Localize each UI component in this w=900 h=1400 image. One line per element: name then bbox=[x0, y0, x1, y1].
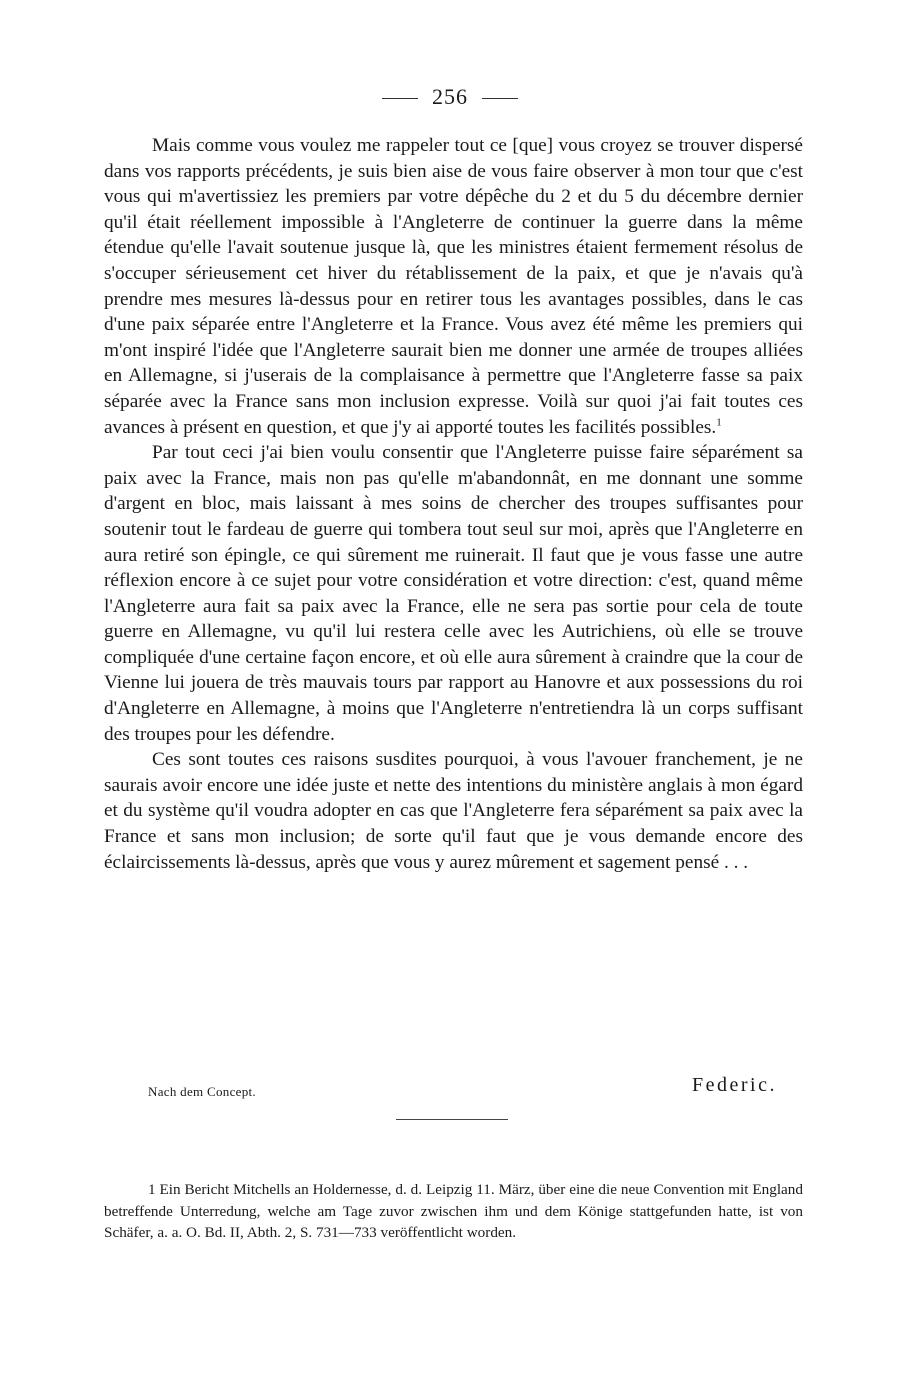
source-note: Nach dem Concept. bbox=[148, 1084, 256, 1099]
letter-closing bbox=[104, 1074, 803, 1104]
header-left-dash bbox=[382, 98, 418, 99]
footnote-paragraph bbox=[104, 1179, 803, 1244]
footnote-text: Ein Bericht Mitchells an Holdernesse, d. d. Leipzig 11. März, über eine die neue Convention mit England betreffende Unterredung, welche am Tage zuvor zwischen ihm und dem Könige stattgefunden hatte, ist von Schäfer, a. a. O. Bd. II, Abth. 2, S. 731—733 veröffentlicht worden. bbox=[104, 1181, 803, 1241]
paragraph-1-text: Mais comme vous voulez me rappeler tout ce [que] vous croyez se trouver dispersé dans vos rapports précédents, je suis bien aise de vous faire observer à mon tour que c'est vous qui m'avertissiez les premiers par votre dépêche du 2 et du 5 du décembre dernier qu'il était réellement impossible à l'Angleterre de continuer la guerre dans la même étendue qu'elle l'avait soutenue jusque là, que les ministres étaient fermement résolus de s'occuper sérieusement cet hiver du rétablissement de la paix, et que je n'avais qu'à prendre mes mesures là-dessus pour en retirer tous les avantages possibles, dans le cas d'une paix séparée entre l'Angleterre et la France. Vous avez été même les premiers qui m'ont inspiré l'idée que l'Angleterre saurait bien me donner une armée de troupes alliées en Allemagne, si j'userais de la complaisance à permettre que l'Angleterre fasse sa paix séparée avec la France sans mon inclusion expresse. Voilà sur quoi j'ai fait toutes ces avances à présent en question, et que j'y ai apporté toutes les facilités possibles. bbox=[104, 135, 803, 438]
page-number: 256 bbox=[432, 84, 468, 109]
footnote bbox=[104, 1179, 803, 1244]
paragraph-3: Ces sont toutes ces raisons susdites pourquoi, à vous l'avouer franchement, je ne saurais avoir encore une idée juste et nette des intentions du ministère anglais à mon égard et du système qu'il voudra adopter en cas que l'Angleterre fera séparément sa paix avec la France et sans mon inclusion; de sorte qu'il faut que je vous demande encore des éclaircissements là-dessus, après que vous y aurez mûrement et sagement pensé . . . bbox=[104, 749, 803, 873]
paragraph-1 bbox=[104, 133, 803, 440]
header-right-dash bbox=[482, 98, 518, 99]
letter-body bbox=[104, 133, 803, 875]
signature: Federic. bbox=[692, 1074, 777, 1096]
paragraph-2: Par tout ceci j'ai bien voulu consentir que l'Angleterre puisse faire séparément sa paix avec la France, mais non pas qu'elle m'abandonnât, en me donnant une somme d'argent en bloc, mais laissant à mes soins de chercher des troupes suffisantes pour soutenir tout le fardeau de guerre qui tombera tout seul sur moi, après que l'Angleterre en aura retiré son épingle, ce qui sûrement me ruinerait. Il faut que je vous fasse une autre réflexion encore à ce sujet pour votre considération et votre direction: c'est, quand même l'Angleterre aura fait sa paix avec la France, elle ne sera pas sortie pour cela de toute guerre en Allemagne, vu qu'il lui restera celle avec les Autrichiens, où elle se trouve compliquée d'une certaine façon encore, et où elle aura sûrement à craindre que la cour de Vienne lui jouera de très mauvais tours par rapport au Hanovre et aux possessions du roi d'Angleterre en Allemagne, à moins que l'Angleterre n'entretiendra là un corps suffisant des troupes pour les défendre. bbox=[104, 442, 803, 745]
page-header bbox=[0, 84, 900, 110]
footnote-marker: 1 bbox=[148, 1181, 156, 1198]
footnote-divider bbox=[396, 1119, 508, 1120]
footnote-reference: 1 bbox=[716, 416, 722, 429]
